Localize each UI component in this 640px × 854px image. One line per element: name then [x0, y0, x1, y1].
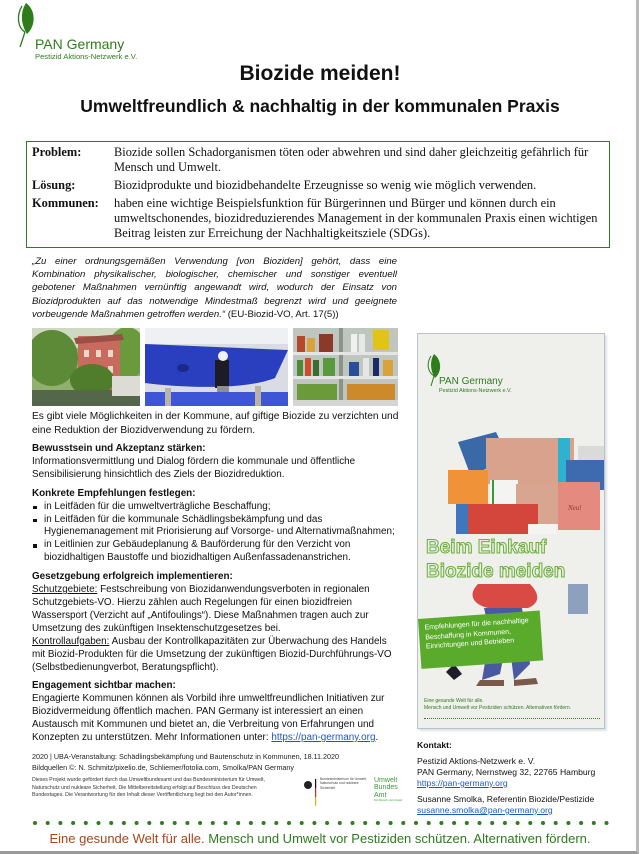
divider-dot — [376, 821, 380, 825]
divider-dot — [566, 821, 570, 825]
divider-dot — [185, 821, 189, 825]
section-engagement — [32, 680, 400, 745]
protected-areas-label: Schutzgebiete: — [32, 584, 98, 596]
list-item: in Leitfäden für die kommunale Schädlingsbekämpfung und das Hygienemanagement mit Priorisierung auf Vorsorge- und Alternativmaßnahmen; — [32, 514, 400, 540]
protected-areas-text: Festschreibung von Biozidanwendungsverboten in regionalen Schutzgebiets-VO. Hierzu zählen auch Regelungen für einen biozidfreien Wassersport (Verzicht auf „Antifoulings“). Diese Maßnahmen tragen auch zur Umsetzung des zukünftigen Insektenschutzgesetzes bei. — [32, 584, 370, 634]
divider-dot — [401, 821, 405, 825]
footer-slogan — [0, 831, 640, 846]
summary-label: Problem: — [32, 145, 82, 159]
divider-dot — [478, 821, 482, 825]
pan-germany-logo — [14, 2, 154, 61]
photo-house-by-canal — [32, 328, 140, 406]
divider-dot — [528, 821, 532, 825]
summary-row-solution — [32, 178, 604, 193]
summary-row-problem — [32, 145, 604, 175]
contact-org: Pestizid Aktions-Netzwerk e. V. — [417, 756, 536, 766]
brochure-footer-line: Eine gesunde Welt für alle. — [424, 698, 484, 704]
section-heading: Gesetzgebung erfolgreich implementieren: — [32, 571, 233, 583]
contact-email-link[interactable]: susanne.smolka@pan-germany.org — [417, 805, 553, 815]
photo-strip — [32, 328, 398, 406]
divider-dot — [287, 821, 291, 825]
section-heading: Bewusstsein und Akzeptanz stärken: — [32, 443, 206, 455]
contact-heading: Kontakt: — [417, 740, 452, 750]
image-credits: Bildquellen ©: N. Schmitz/pixelio.de, Schliemer/fotolia.com, Smolka/PAN Germany — [32, 762, 295, 772]
photo-boat-hull-painting — [145, 328, 288, 406]
brochure-title — [426, 536, 601, 584]
divider-dot — [541, 821, 545, 825]
divider-dot — [312, 821, 316, 825]
divider-dot — [160, 821, 164, 825]
divider-dot — [46, 821, 50, 825]
recommendations-list — [32, 501, 400, 566]
brochure-logo-name: PAN Germany — [439, 376, 503, 387]
divider-dot — [605, 821, 609, 825]
photo-caption: Es gibt viele Möglichkeiten in der Kommune, auf giftige Biozide zu verzichten und eine Reduktion der Biozidverwendung zu fördern. — [32, 411, 399, 436]
divider-dot — [262, 821, 266, 825]
divider-dot — [452, 821, 456, 825]
divider-dot — [198, 821, 202, 825]
brochure-title-line: Beim Einkauf — [426, 537, 547, 558]
uba-tagline: Für Mensch und Umwelt — [374, 799, 403, 803]
uba-word: Umwelt — [374, 776, 398, 784]
divider-dot — [503, 821, 507, 825]
brochure-title-line: Biozide meiden — [426, 561, 566, 582]
divider-dot — [351, 821, 355, 825]
ministry-name: Bundesministerium für Umwelt, Naturschutz und nukleare Sicherheit — [320, 776, 367, 790]
section-heading: Konkrete Empfehlungen festlegen: — [32, 487, 196, 499]
divider-dot — [33, 821, 37, 825]
brochure-cover[interactable] — [417, 333, 605, 729]
divider-dot — [389, 821, 393, 825]
contact-person: Susanne Smolka, Referentin Biozide/Pestizide — [417, 794, 595, 804]
divider-dot — [58, 821, 62, 825]
page-title: Biozide meiden! — [239, 62, 401, 85]
section-legislation — [32, 571, 400, 674]
brochure-logo-subtitle: Pestizid Aktions-Netzwerk e.V. — [439, 388, 512, 394]
summary-label: Kommunen: — [32, 196, 99, 210]
section-text: Informationsvermittlung und Dialog fördern die kommunale und öffentliche Sensibilisierung hinsichtlich des Ziels der Biozidreduktion. — [32, 455, 356, 480]
uba-word: Amt — [374, 791, 387, 799]
divider-dot — [363, 821, 367, 825]
divider-dot — [135, 821, 139, 825]
summary-text: Biozidprodukte und biozidbehandelte Erzeugnisse so wenig wie möglich verwenden. — [114, 178, 537, 192]
left-column — [32, 255, 403, 807]
divider-dot — [249, 821, 253, 825]
quote-text: „Zu einer ordnungsgemäßen Verwendung [von Bioziden] gehört, dass eine Kombination physikalischer, biologischer, chemischer und sonstiger eventuell gebotener Maßnahmen vernünftig angewandt wird, wodurch der Einsatz von Biozidprodukten auf das notwendige Mindestmaß begrenzt wird und geeignete vorbeugende Maßnahmen getroffen werden.“ — [32, 256, 397, 320]
divider-dot — [224, 821, 228, 825]
slogan-part-2: Mensch und Umwelt vor Pestiziden schützen. Alternativen fördern. — [208, 831, 591, 846]
list-item: in Leitfäden für die umweltverträgliche Beschaffung; — [32, 501, 400, 514]
divider-dot — [427, 821, 431, 825]
divider-dot — [592, 821, 596, 825]
divider-dot — [97, 821, 101, 825]
bag-label: Neu! — [568, 504, 582, 512]
control-tasks-label: Kontrollaufgaben: — [32, 635, 110, 647]
section-awareness — [32, 443, 400, 482]
event-meta — [32, 751, 400, 773]
page-subtitle: Umweltfreundlich & nachhaltig in der kommunalen Praxis — [80, 96, 560, 116]
divider-dot — [325, 821, 329, 825]
photo-store-shelf — [293, 328, 398, 406]
brochure-footer-line: Mensch und Umwelt vor Pestiziden schützen. Alternativen fördern. — [424, 705, 572, 711]
divider-dot — [554, 821, 558, 825]
divider-dot — [122, 821, 126, 825]
logo-subtitle: Pestizid Aktions-Netzwerk e.V. — [35, 52, 138, 61]
contact-block — [417, 740, 627, 821]
slogan-part-1: Eine gesunde Welt für alle. — [49, 831, 209, 846]
divider-dot — [579, 821, 583, 825]
period: . — [375, 732, 379, 744]
summary-row-municipalities — [32, 196, 604, 241]
section-text: Engagierte Kommunen können als Vorbild ihre umweltfreundlichen Initiativen zur Biozidvermeidung öffentlich machen. PAN Germany ist interessiert an einen Austausch mit Kommunen und bietet an, die Verbreitung von Erfahrungen und Konzepten zu unterstützen. Mehr Informationen unter: — [32, 693, 385, 744]
section-heading: Engagement sichtbar machen: — [32, 680, 176, 692]
list-item: in Leitlinien zur Gebäudeplanung & Bauförderung für den Verzicht von biozidhaltigen Baustoffe und biozidhaltigen Außenfassadenanstrichen. — [32, 539, 400, 565]
brochure-footer — [424, 698, 600, 712]
divider-dot — [211, 821, 215, 825]
brochure-dotted-line — [424, 718, 600, 720]
funding-row — [32, 776, 403, 807]
uba-word: Bundes — [374, 784, 398, 792]
funder-logos — [302, 777, 402, 807]
divider-dot — [236, 821, 240, 825]
summary-box — [26, 141, 610, 248]
divider-dot — [490, 821, 494, 825]
contact-url-link[interactable]: https://pan-germany.org — [417, 778, 508, 788]
divider-dot — [439, 821, 443, 825]
divider-dot — [338, 821, 342, 825]
leaf-icon — [14, 2, 36, 48]
divider-dot — [109, 821, 113, 825]
summary-text: haben eine wichtige Beispielsfunktion für Bürgerinnen und Bürger und können durch ein umweltschonendes, biozidreduzierendes Management in der kommunalen Praxis einen wichtigen Beitrag leisten zur Erreichung der Nachhaltigkeitsziele (SDGs). — [114, 196, 598, 240]
divider-dot — [84, 821, 88, 825]
control-tasks-text: Ausbau der Kontrollkapazitäten zur Überwachung des Handels mit Biozid-Produkten für die Umsetzung der zukünftigen Biozid-Durchführungs-VO (Selbstbedienungverbot, Beratungspflicht). — [32, 635, 392, 673]
divider-dot — [147, 821, 151, 825]
divider-dot — [465, 821, 469, 825]
divider-dot — [414, 821, 418, 825]
pan-germany-link[interactable]: https://pan-germany.org — [271, 732, 376, 744]
divider-dot — [274, 821, 278, 825]
contact-address: PAN Germany, Nernstweg 32, 22765 Hamburg — [417, 767, 596, 777]
funding-note: Dieses Projekt wurde gefördert durch das Umweltbundesamt und das Bundesministerium für Umwelt, Naturschutz und nukleare Sicherheit. Die Mittelbereitstellung erfolgt auf Beschluss des Deutschen Bundestages. Die Verantwortung für den Inhalt dieser Veröffentlichung liegt bei den Autor*innen. — [32, 776, 265, 799]
divider-dot — [71, 821, 75, 825]
divider-dot — [300, 821, 304, 825]
event-line: 2020 | UBA-Veranstaltung: Schädlingsbekämpfung und Bautenschutz in Kommunen, 18.11.2020 — [32, 751, 340, 761]
regulation-quote — [32, 255, 397, 321]
divider-dot — [516, 821, 520, 825]
divider-dot — [173, 821, 177, 825]
quote-source: (EU-Biozid-VO, Art. 17(5)) — [225, 308, 339, 320]
uba-logo — [374, 777, 402, 803]
summary-text: Biozide sollen Schadorganismen töten oder abwehren und sind daher gleichzeitig gefährlich für Mensch und Umwelt. — [114, 145, 589, 174]
federal-eagle-icon — [302, 777, 318, 807]
summary-label: Lösung: — [32, 178, 76, 192]
section-recommendations — [32, 488, 400, 565]
logo-name: PAN Germany — [35, 36, 125, 52]
brochure-green-box: Empfehlungen für die nachhaltige Beschaffung in Kommunen, Einrichtungen und Betrieben — [418, 610, 543, 668]
